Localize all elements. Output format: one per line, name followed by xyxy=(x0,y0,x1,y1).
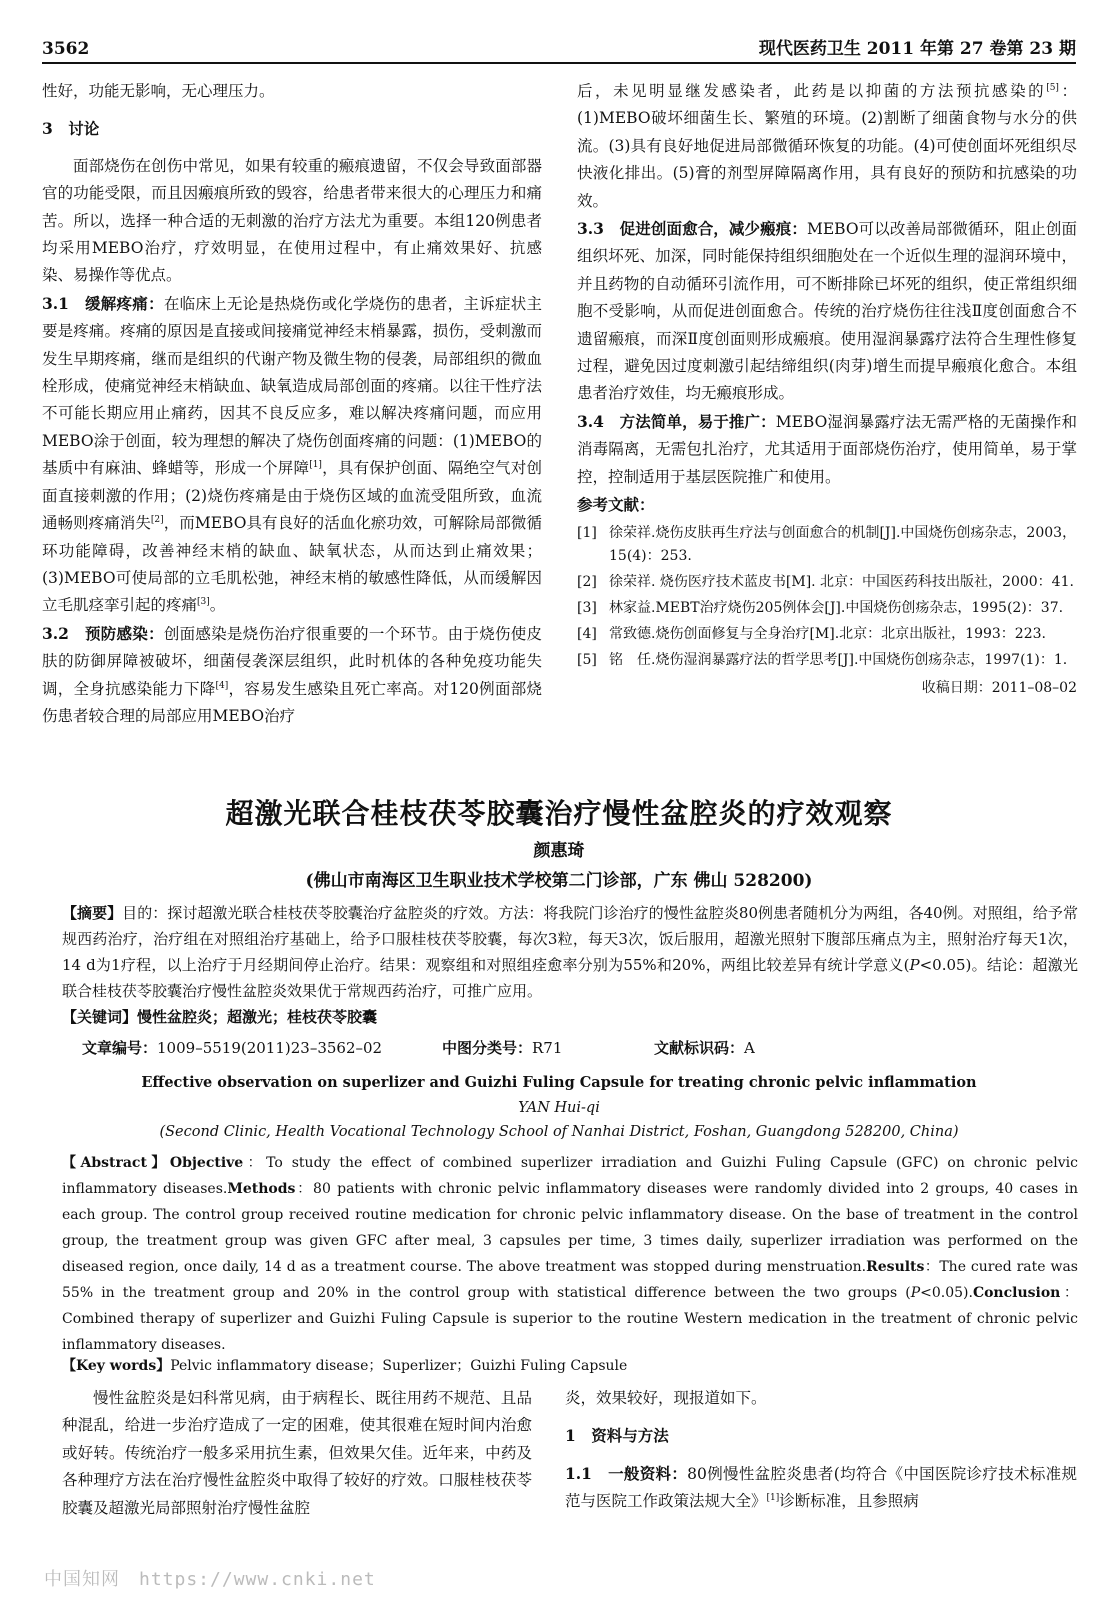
value: A xyxy=(744,1039,755,1057)
section-3-4 xyxy=(577,408,1077,491)
abstract-label: 【摘要】 xyxy=(62,904,123,922)
methods-label: Methods xyxy=(227,1181,296,1197)
section-heading-materials-methods: 1 资料与方法 xyxy=(565,1426,669,1446)
right-column xyxy=(577,78,1077,702)
reference-item xyxy=(577,649,1077,672)
label: 文章编号： xyxy=(82,1039,158,1057)
reference-text: 徐荣祥. 烧伤医疗技术蓝皮书[M]. 北京：中国医药科技出版社，2000：41. xyxy=(609,573,1074,590)
section-1-1 xyxy=(565,1460,1077,1516)
body-left-column xyxy=(62,1385,532,1522)
text: 诊断标准，且参照病 xyxy=(779,1492,919,1511)
section-3-3 xyxy=(577,215,1077,408)
received-date: 收稿日期：2011–08–02 xyxy=(921,679,1077,696)
citation[interactable]: [1] xyxy=(309,460,322,471)
article-number xyxy=(82,1037,382,1058)
keywords: Pelvic inflammatory disease；Superlizer；Guizhi Fuling Capsule xyxy=(170,1358,628,1374)
citation[interactable]: [3] xyxy=(197,597,210,608)
reference-number: [4] xyxy=(577,625,597,642)
text: ，而MEBO具有良好的活血化瘀功效，可解除局部微循环功能障碍，改善神经末梢的缺血、缺氧状态，从而达到止痛效果；(3)MEBO可使局部的立毛肌松弛，神经末梢的敏感性降低，从而缓解因立毛肌痉挛引起的疼痛 xyxy=(42,514,542,615)
text: ：80 patients with chronic pelvic inflammatory diseases were randomly divided into 2 groups, 40 cases in each group. The control group received routine medication for chronic pelvic inflammatory disease. On the base of treatment in the control group, the treatment group was given GFC after meal, 3 capsules per time, 3 times daily, superlizer irradiation was performed on the diseased region, once daily, 14 d as a treatment course. The above treatment was stopped during menstruation. xyxy=(62,1181,1079,1275)
references-title: 参考文献： xyxy=(577,495,655,515)
page-number: 3562 xyxy=(42,39,90,59)
reference-item xyxy=(577,623,1077,646)
reference-item xyxy=(577,571,1077,594)
text: <0.05). xyxy=(920,1285,973,1301)
reference-item xyxy=(577,597,1077,620)
body-right-column xyxy=(565,1385,1077,1516)
reference-number: [1] xyxy=(577,524,597,541)
article-title: 超激光联合桂枝茯苓胶囊治疗慢性盆腔炎的疗效观察 xyxy=(225,797,893,830)
section-3-2 xyxy=(42,620,542,731)
reference-text: 常致德.烧伤创面修复与全身治疗[M].北京：北京出版社，1993：223. xyxy=(609,625,1046,642)
value: R71 xyxy=(532,1039,563,1057)
conclusion-label: Conclusion xyxy=(972,1285,1061,1301)
keywords-label: 【关键词】 xyxy=(62,1008,138,1026)
text: ：To study the effect of combined superlizer irradiation and Guizhi Fuling Capsule (GFC) on chronic pelvic inflammatory diseases. xyxy=(62,1155,1078,1197)
results-label: Results xyxy=(866,1259,925,1275)
paragraph: 炎，效果较好，现报道如下。 xyxy=(565,1389,767,1407)
p-symbol: P xyxy=(910,1285,921,1301)
abstract-text: 目的：探讨超激光联合桂枝茯苓胶囊治疗盆腔炎的疗效。方法：将我院门诊治疗的慢性盆腔炎80例患者随机分为两组，各40例。对照组，给予常规西药治疗，治疗组在对照组治疗基础上，给予口服桂枝茯苓胶囊，每次3粒，每天3次，饭后服用，超激光照射下腹部压痛点为主，照射治疗每天1次，14 d为1疗程，以上治疗于月经期间停止治疗。结果：观察组和对照组痊愈率分别为55%和20%，两组比较差异有统计学意义( xyxy=(62,904,1078,974)
text: MEBO湿润暴露疗法无需严格的无菌操作和消毒隔离，无需包扎治疗，尤其适用于面部烧伤治疗，使用简单，易于掌控，控制适用于基层医院推广和使用。 xyxy=(577,412,1077,486)
reference-item xyxy=(577,522,1077,568)
abstract-label: 【Abstract】 xyxy=(62,1155,170,1171)
objective-label: Objective xyxy=(169,1155,244,1171)
running-header xyxy=(42,36,1076,64)
subheading: 3.1 缓解疼痛： xyxy=(42,293,164,313)
abstract-text: <0.05)。结论：超激光联合桂枝茯苓胶囊治疗慢性盆腔炎效果优于常规西药治疗，可推广应用。 xyxy=(62,956,1078,1000)
section-3-1 xyxy=(42,290,542,620)
subheading: 3.3 促进创面愈合，减少瘢痕： xyxy=(577,219,807,239)
clc-number xyxy=(442,1037,562,1058)
text: 80例慢性盆腔炎患者(均符合《中国医院诊疗技术标准规范与医院工作政策法规大全》 xyxy=(565,1464,1077,1511)
text: 创面感染是烧伤治疗很重要的一个环节。由于烧伤使皮肤的防御屏障被破坏，细菌侵袭深层组织，此时机体的各种免疫功能失调，全身抗感染能力下降 xyxy=(42,624,542,698)
reference-number: [5] xyxy=(577,651,597,668)
english-author: YAN Hui-qi xyxy=(518,1100,600,1116)
citation[interactable]: [4] xyxy=(215,680,229,691)
text: ，容易发生感染且死亡率高。对120例面部烧伤患者较合理的局部应用MEBO治疗 xyxy=(42,679,542,725)
reference-list xyxy=(577,522,1077,672)
article-author: 颜惠琦 xyxy=(533,841,585,861)
text: ：The cured rate was 55% in the treatment group and 20% in the control group with statistical difference between the two groups ( xyxy=(62,1259,1078,1301)
citation[interactable]: [2] xyxy=(150,514,164,525)
english-keywords xyxy=(62,1355,627,1375)
text: 在临床上无论是热烧伤或化学烧伤的患者，主诉症状主要是疼痛。疼痛的原因是直接或间接痛觉神经末梢暴露，损伤，受刺激而发生早期疼痛，继而是组织的代谢产物及微生物的侵袭，局部组织的微血栓形成，使痛觉神经末梢缺血、缺氧造成局部创面的疼痛。以往干性疗法不可能长期应用止痛药，因其不良反应多，难以解决疼痛问题，而应用MEBO涂于创面，较为理想的解决了烧伤创面疼痛的问题：(1)MEBO的基质中有麻油、蜂蜡等，形成一个屏障 xyxy=(42,294,542,478)
keywords: 慢性盆腔炎；超激光；桂枝茯苓胶囊 xyxy=(137,1008,378,1026)
text: 。 xyxy=(209,596,226,615)
subheading: 3.4 方法简单，易于推广： xyxy=(577,411,776,431)
value: 1009–5519(2011)23–3562–02 xyxy=(157,1039,383,1057)
citation[interactable]: [1] xyxy=(766,1493,780,1504)
journal-name: 现代医药卫生 2011 年第 27 卷第 23 期 xyxy=(758,39,1076,59)
text: MEBO可以改善局部微循环，阻止创面组织坏死、加深，同时能保持组织细胞处在一个近似生理的湿润环境中，并且药物的自动循环引流作用，可不断排除已坏死的组织，使正常组织细胞不受影响，从而促进创面愈合。传统的治疗烧伤往往浅Ⅱ度创面愈合不遗留瘢痕，而深Ⅱ度创面则形成瘢痕。使用湿润暴露疗法符合生理性修复过程，避免因过度刺激引起结缔组织(肉芽)增生而提早瘢痕化愈合。本组患者治疗效佳，均无瘢痕形成。 xyxy=(577,220,1078,403)
section-heading-discussion: 3 讨论 xyxy=(42,119,100,139)
paragraph: 面部烧伤在创伤中常见，如果有较重的瘢痕遗留，不仅会导致面部器官的功能受限，而且因瘢痕所致的毁容，给患者带来很大的心理压力和痛苦。所以，选择一种合适的无刺激的治疗方法尤为重要。本组120例患者均采用MEBO治疗，疗效明显，在使用过程中，有止痛效果好、抗感染、易操作等优点。 xyxy=(42,156,542,285)
left-column xyxy=(42,78,542,730)
label: 文献标识码： xyxy=(654,1039,745,1057)
text: 后，未见明显继发感染者，此药是以抑菌的方法预抗感染的 xyxy=(577,82,1047,100)
p-symbol: P xyxy=(909,956,920,974)
english-abstract xyxy=(62,1150,1078,1358)
reference-text: 徐荣祥.烧伤皮肤再生疗法与创面愈合的机制[J].中国烧伤创疡杂志，2003，15(4)：253. xyxy=(609,524,1077,564)
reference-number: [2] xyxy=(577,573,597,590)
subheading: 1.1 一般资料： xyxy=(565,1463,688,1483)
paragraph xyxy=(577,78,1077,215)
document-code xyxy=(654,1037,755,1058)
paragraph: 性好，功能无影响，无心理压力。 xyxy=(42,82,275,100)
article-affiliation: (佛山市南海区卫生职业技术学校第二门诊部，广东 佛山 528200) xyxy=(305,871,813,891)
english-title: Effective observation on superlizer and Guizhi Fuling Capsule for treating chronic pelvic inflammation xyxy=(141,1074,977,1091)
text: ，具有保护创面、隔绝空气对创面直接刺激的作用；(2)烧伤疼痛是由于烧伤区域的血流受阻所致，血流通畅则疼痛消失 xyxy=(42,459,542,533)
reference-number: [3] xyxy=(577,599,597,616)
chinese-abstract xyxy=(62,900,1078,1030)
keywords-label: 【Key words】 xyxy=(62,1358,171,1374)
english-affiliation: (Second Clinic, Health Vocational Technology School of Nanhai District, Foshan, Guangdong 528200, China) xyxy=(159,1124,959,1140)
reference-text: 林家益.MEBT治疗烧伤205例体会[J].中国烧伤创疡杂志，1995(2)：37. xyxy=(609,599,1064,616)
subheading: 3.2 预防感染： xyxy=(42,623,164,643)
reference-text: 铭 任.烧伤湿润暴露疗法的哲学思考[J].中国烧伤创疡杂志，1997(1)：1. xyxy=(609,651,1068,668)
label: 中图分类号： xyxy=(442,1039,533,1057)
text: ：(1)MEBO破坏细菌生长、繁殖的环境。(2)割断了细菌食物与水分的供流。(3)具有良好地促进局部微循环恢复的功能。(4)可使创面坏死组织尽快液化排出。(5)膏的剂型屏障隔离作用，具有良好的预防和抗感染的功效。 xyxy=(577,82,1077,210)
paragraph: 慢性盆腔炎是妇科常见病，由于病程长、既往用药不规范、且品种混乱，给进一步治疗造成了一定的困难，使其很难在短时间内治愈或好转。传统治疗一般多采用抗生素，但效果欠佳。近年来，中药及各种理疗方法在治疗慢性盆腔炎中取得了较好的疗效。口服桂枝茯苓胶囊及超激光局部照射治疗慢性盆腔 xyxy=(62,1389,532,1517)
citation[interactable]: [5] xyxy=(1046,82,1059,93)
text: ：Combined therapy of superlizer and Guizhi Fuling Capsule is superior to the routine Western medication in the treatment of chronic pelvic inflammatory diseases. xyxy=(62,1285,1079,1353)
cnki-watermark: 中国知网 https://www.cnki.net xyxy=(44,1569,376,1590)
